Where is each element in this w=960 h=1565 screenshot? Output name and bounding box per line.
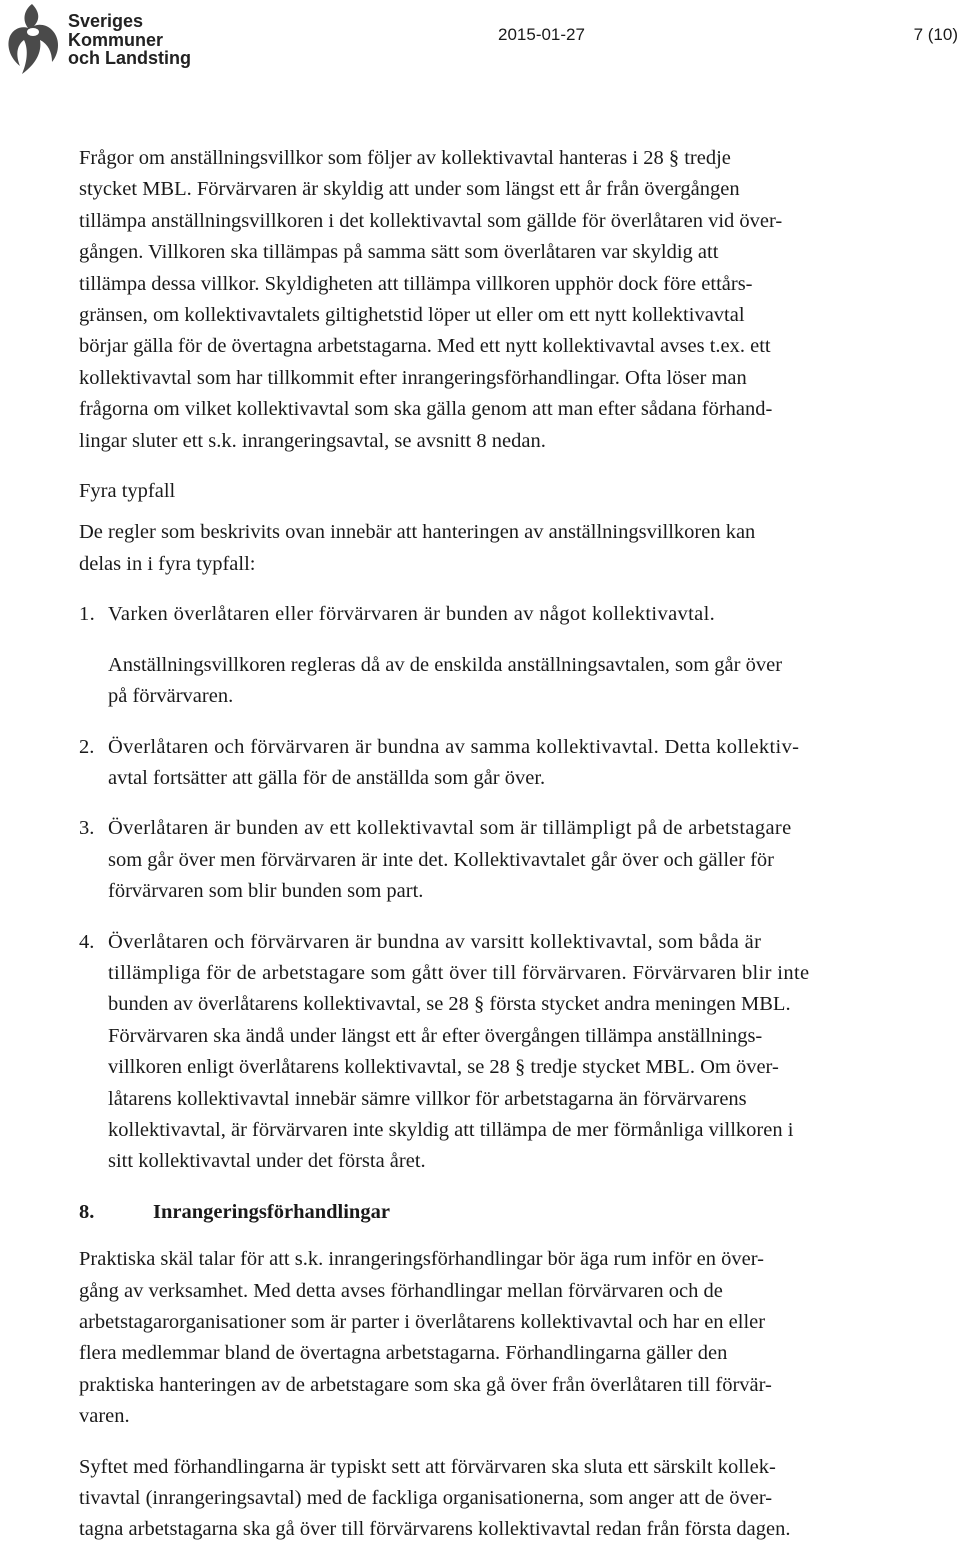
text-line: Praktiska skäl talar för att s.k. inrangeringsförhandlingar bör äga rum inför en över- [79,1248,764,1271]
list-item-case-2 [79,732,959,795]
text-line: gränsen, om kollektivavtalets giltighetstid löper ut eller om ett nytt kollektivavtal [79,304,745,327]
text-line: Överlåtaren och förvärvaren är bundna av varsitt kollektivavtal, som båda är [108,930,762,953]
paragraph-purpose [79,1452,959,1546]
text-line: tillämpa anställningsvillkoren i det kollektivavtal som gällde för överlåtaren vid över- [79,209,783,232]
text-line: tillämpliga för de arbetstagare som gått över till förvärvaren. Förvärvaren blir inte [108,961,810,984]
text-line: delas in i fyra typfall: [79,552,256,575]
list-number: 1. [79,603,96,626]
subheading: Fyra typfall [79,480,176,503]
text-line: låtarens kollektivavtal innebär sämre villkor för arbetstagarna än förvärvarens [108,1087,747,1110]
logo-line-2: Kommuner [68,29,164,50]
section-heading [79,1197,959,1228]
list-item-case-4 [79,927,959,1178]
paragraph-cases-intro [79,517,959,580]
list-item-case-1-continuation [79,650,959,713]
section-number: 8. [79,1200,95,1223]
paragraph-intro [79,143,959,457]
document-date: 2015-01-27 [498,25,585,44]
section-title: Inrangeringsförhandlingar [153,1200,390,1223]
text-line: praktiska hanteringen av de arbetstagare som ska gå över från överlåtaren till förvär- [79,1373,772,1396]
text-line: stycket MBL. Förvärvaren är skyldig att under som längst ett år från övergången [79,178,740,201]
logo-line-1: Sveriges [68,11,144,31]
text-line: på förvärvaren. [108,685,234,708]
text-line: Frågor om anställningsvillkor som följer av kollektivavtal hanteras i 28 § tredje [79,147,731,169]
list-number: 3. [79,817,95,840]
text-line: villkoren enligt överlåtarens kollektivavtal, se 28 § tredje stycket MBL. Om över- [108,1056,779,1079]
text-line: Varken överlåtaren eller förvärvaren är bunden av något kollektivavtal. [108,603,716,626]
text-line: gång av verksamhet. Med detta avses förhandlingar mellan förvärvaren och de [79,1279,723,1302]
list-number: 4. [79,930,95,953]
text-line: börjar gälla för de övertagna arbetstagarna. Med ett nytt kollektivavtal avses t.ex. ett [79,335,771,358]
text-line: kollektivavtal, är förvärvaren inte skyldig att tillämpa de mer förmånliga villkoren i [108,1118,794,1141]
text-line: som går över men förvärvaren är inte det. Kollektivavtalet går över och gäller för [108,848,774,871]
text-line: flera medlemmar bland de övertagna arbetstagarna. Förhandlingarna gäller den [79,1342,728,1365]
organization-logo [2,2,192,76]
list-number: 2. [79,735,95,758]
text-line: frågorna om vilket kollektivavtal som ska gälla genom att man efter sådana förhand- [79,398,773,421]
list-item-case-3 [79,813,959,907]
text-line: varen. [79,1405,130,1428]
text-line: sitt kollektivavtal under det första året. [108,1150,426,1173]
logo-wordmark [68,12,191,68]
text-line: kollektivavtal som har tillkommit efter inrangeringsförhandlingar. Ofta löser man [79,366,747,389]
text-line: arbetstagarorganisationer som är parter i överlåtarens kollektivavtal och har en eller [79,1311,766,1333]
logo-emblem-icon [2,2,64,76]
text-line: avtal fortsätter att gälla för de anställda som går över. [108,766,546,789]
text-line: Förvärvaren ska ändå under längst ett år efter övergången tillämpa anställnings- [108,1024,763,1047]
logo-line-3: och Landsting [68,48,191,68]
page-number: 7 (10) [913,25,958,44]
document-body [79,143,959,1565]
text-line: Överlåtaren och förvärvaren är bundna av samma kollektivavtal. Detta kollektiv- [108,735,800,758]
text-line: Överlåtaren är bunden av ett kollektivavtal som är tillämpligt på de arbetstagare [108,817,792,840]
text-line: bunden av överlåtarens kollektivavtal, se 28 § första stycket andra meningen MBL. [108,993,791,1016]
text-line: tivavtal (inrangeringsavtal) med de fackliga organisationerna, som anger att de över- [79,1487,773,1510]
list-item-case-1 [79,599,959,630]
text-line: Syftet med förhandlingarna är typiskt sett att förvärvaren ska sluta ett särskilt kollek- [79,1455,776,1478]
paragraph-inrangering [79,1244,959,1432]
text-line: förvärvaren som blir bunden som part. [108,880,424,903]
text-line: tagna arbetstagarna ska gå över till förvärvarens kollektivavtal redan från första dagen. [79,1518,791,1541]
text-line: Anställningsvillkoren regleras då av de enskilda anställningsavtalen, som går över [108,653,783,676]
text-line: De regler som beskrivits ovan innebär att hanteringen av anställningsvillkoren kan [79,521,756,544]
text-line: gången. Villkoren ska tillämpas på samma sätt som överlåtaren var skyldig att [79,241,719,264]
text-line: lingar sluter ett s.k. inrangeringsavtal, se avsnitt 8 nedan. [79,429,546,452]
page-header [0,0,960,80]
text-line: tillämpa dessa villkor. Skyldigheten att tillämpa villkoren upphör dock före ettårs- [79,272,753,295]
